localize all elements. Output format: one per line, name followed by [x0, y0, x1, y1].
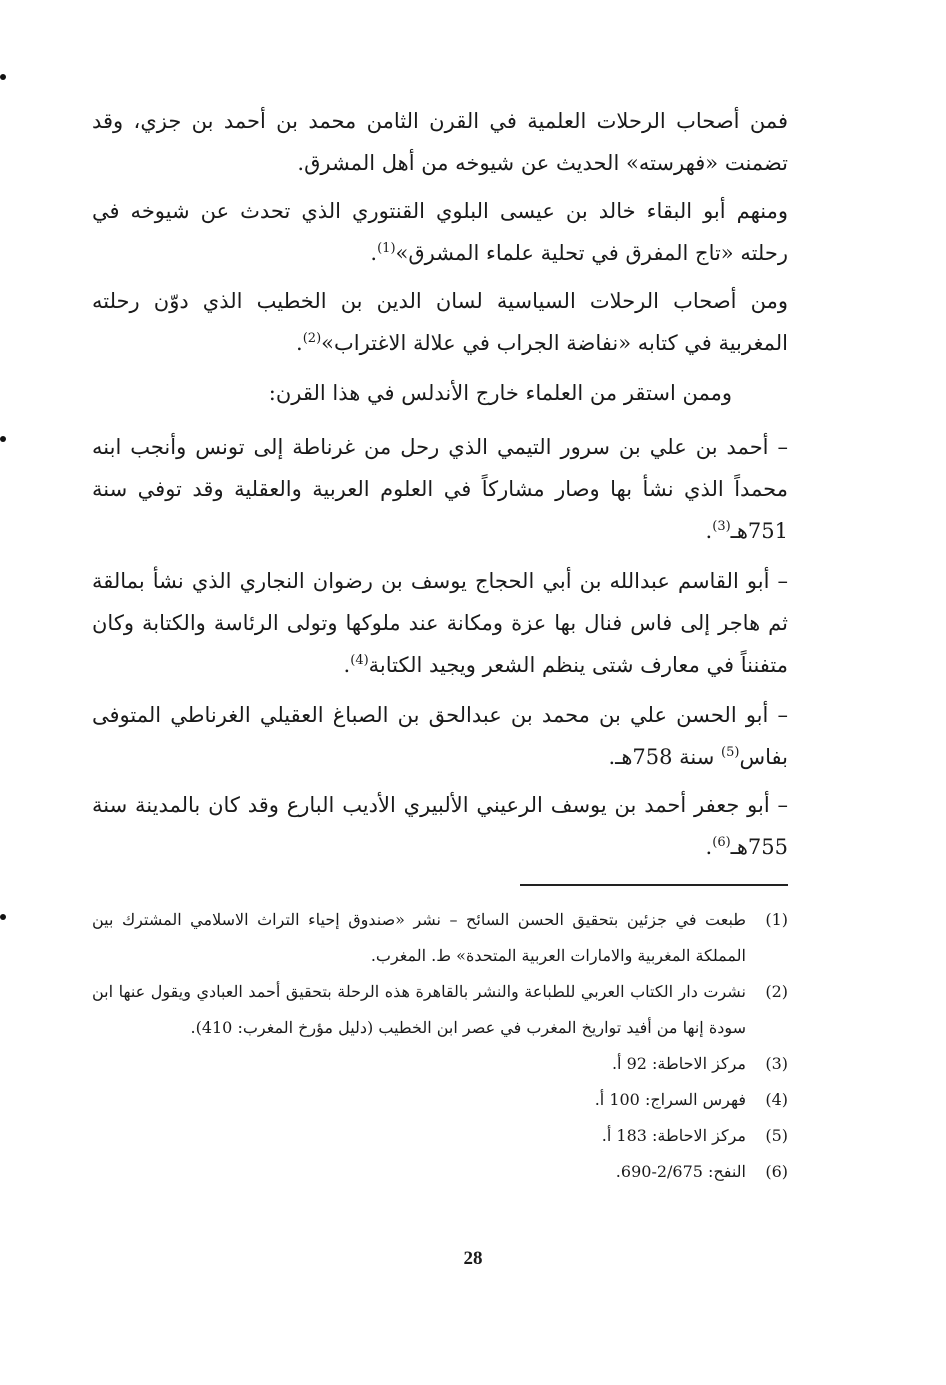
- footnote-ref: (4): [350, 653, 369, 668]
- footnote-ref: (3): [712, 519, 731, 534]
- footnote: (2) نشرت دار الكتاب العربي للطباعة والنشر بالقاهرة هذه الرحلة بتحقيق أحمد العبادي ويقول عنها ابن سودة إنها من أفيد تواريخ المغرب في عصر ابن الخطيب (دليل مؤرخ المغرب: 410).: [92, 982, 788, 1037]
- footnote-ref: (6): [712, 835, 731, 850]
- footnotes: [92, 902, 788, 1190]
- footnote: (1) طبعت في جزئين بتحقيق الحسن السائح – نشر «صندوق إحياء التراث الاسلامي المشترك بين المملكة المغربية والامارات العربية المتحدة» ط. المغرب.: [92, 910, 788, 965]
- paragraph-1: فمن أصحاب الرحلات العلمية في القرن الثامن محمد بن أحمد بن جزي، وقد تضمنت «فهرسته» الحديث عن شيوخه من أهل المشرق.: [92, 109, 788, 175]
- margin-mark: [0, 914, 6, 920]
- list-item-1: – أحمد بن علي بن سرور التيمي الذي رحل من غرناطة إلى تونس وأنجب ابنه محمداً الذي نشأ بها وصار مشاركاً في العلوم العربية والعقلية وقد توفي سنة 751هـ$^{(3)}$.: [92, 435, 788, 543]
- footnote-ref: (1): [377, 241, 396, 256]
- list-item-2: – أبو القاسم عبدالله بن أبي الحجاج يوسف بن رضوان النجاري الذي نشأ بمالقة ثم هاجر إلى فاس فنال بها عزة ومكانة عند ملوكها وتولى الرئاسة والكتابة وكان متفنناً في معارف شتى ينظم الشعر ويجيد الكتابة$^{(4)}$.: [92, 569, 788, 677]
- footnote-ref: (2): [302, 331, 322, 346]
- margin-mark: [0, 436, 6, 442]
- page-number: 28: [463, 1248, 483, 1269]
- footnote: (3) مركز الاحاطة: 92 أ.: [611, 1054, 788, 1073]
- footnote: (4) فهرس السراج: 100 أ.: [594, 1090, 788, 1109]
- list-item-4: – أبو جعفر أحمد بن يوسف الرعيني الألبيري الأديب البارع وقد كان بالمدينة سنة 755هـ$^{(6)}$.: [92, 793, 788, 859]
- list-item-3: – أبو الحسن علي بن محمد بن عبدالحق بن الصباغ العقيلي الغرناطي المتوفى بفاس$^{(5)}$ سنة 758هـ.: [92, 703, 788, 769]
- footnote-ref: (5): [721, 745, 740, 760]
- footnote: (6) النفح: 2/675-690.: [615, 1162, 788, 1181]
- paragraph-2: ومنهم أبو البقاء خالد بن عيسى البلوي القنتوري الذي تحدث عن شيوخه في رحلته «تاج المفرق في تحلية علماء المشرق»$^{(1)}$.: [92, 199, 788, 265]
- footnote-divider: [520, 884, 788, 886]
- footnote: (5) مركز الاحاطة: 183 أ.: [601, 1126, 788, 1145]
- paragraph-3: ومن أصحاب الرحلات السياسية لسان الدين بن الخطيب الذي دوّن رحلته المغربية في كتابه «نفاضة الجراب في علالة الاغتراب»$^{(2)}$.: [92, 289, 788, 355]
- margin-mark: [0, 74, 6, 80]
- paragraph-4: وممن استقر من العلماء خارج الأندلس في هذا القرن:: [268, 381, 732, 405]
